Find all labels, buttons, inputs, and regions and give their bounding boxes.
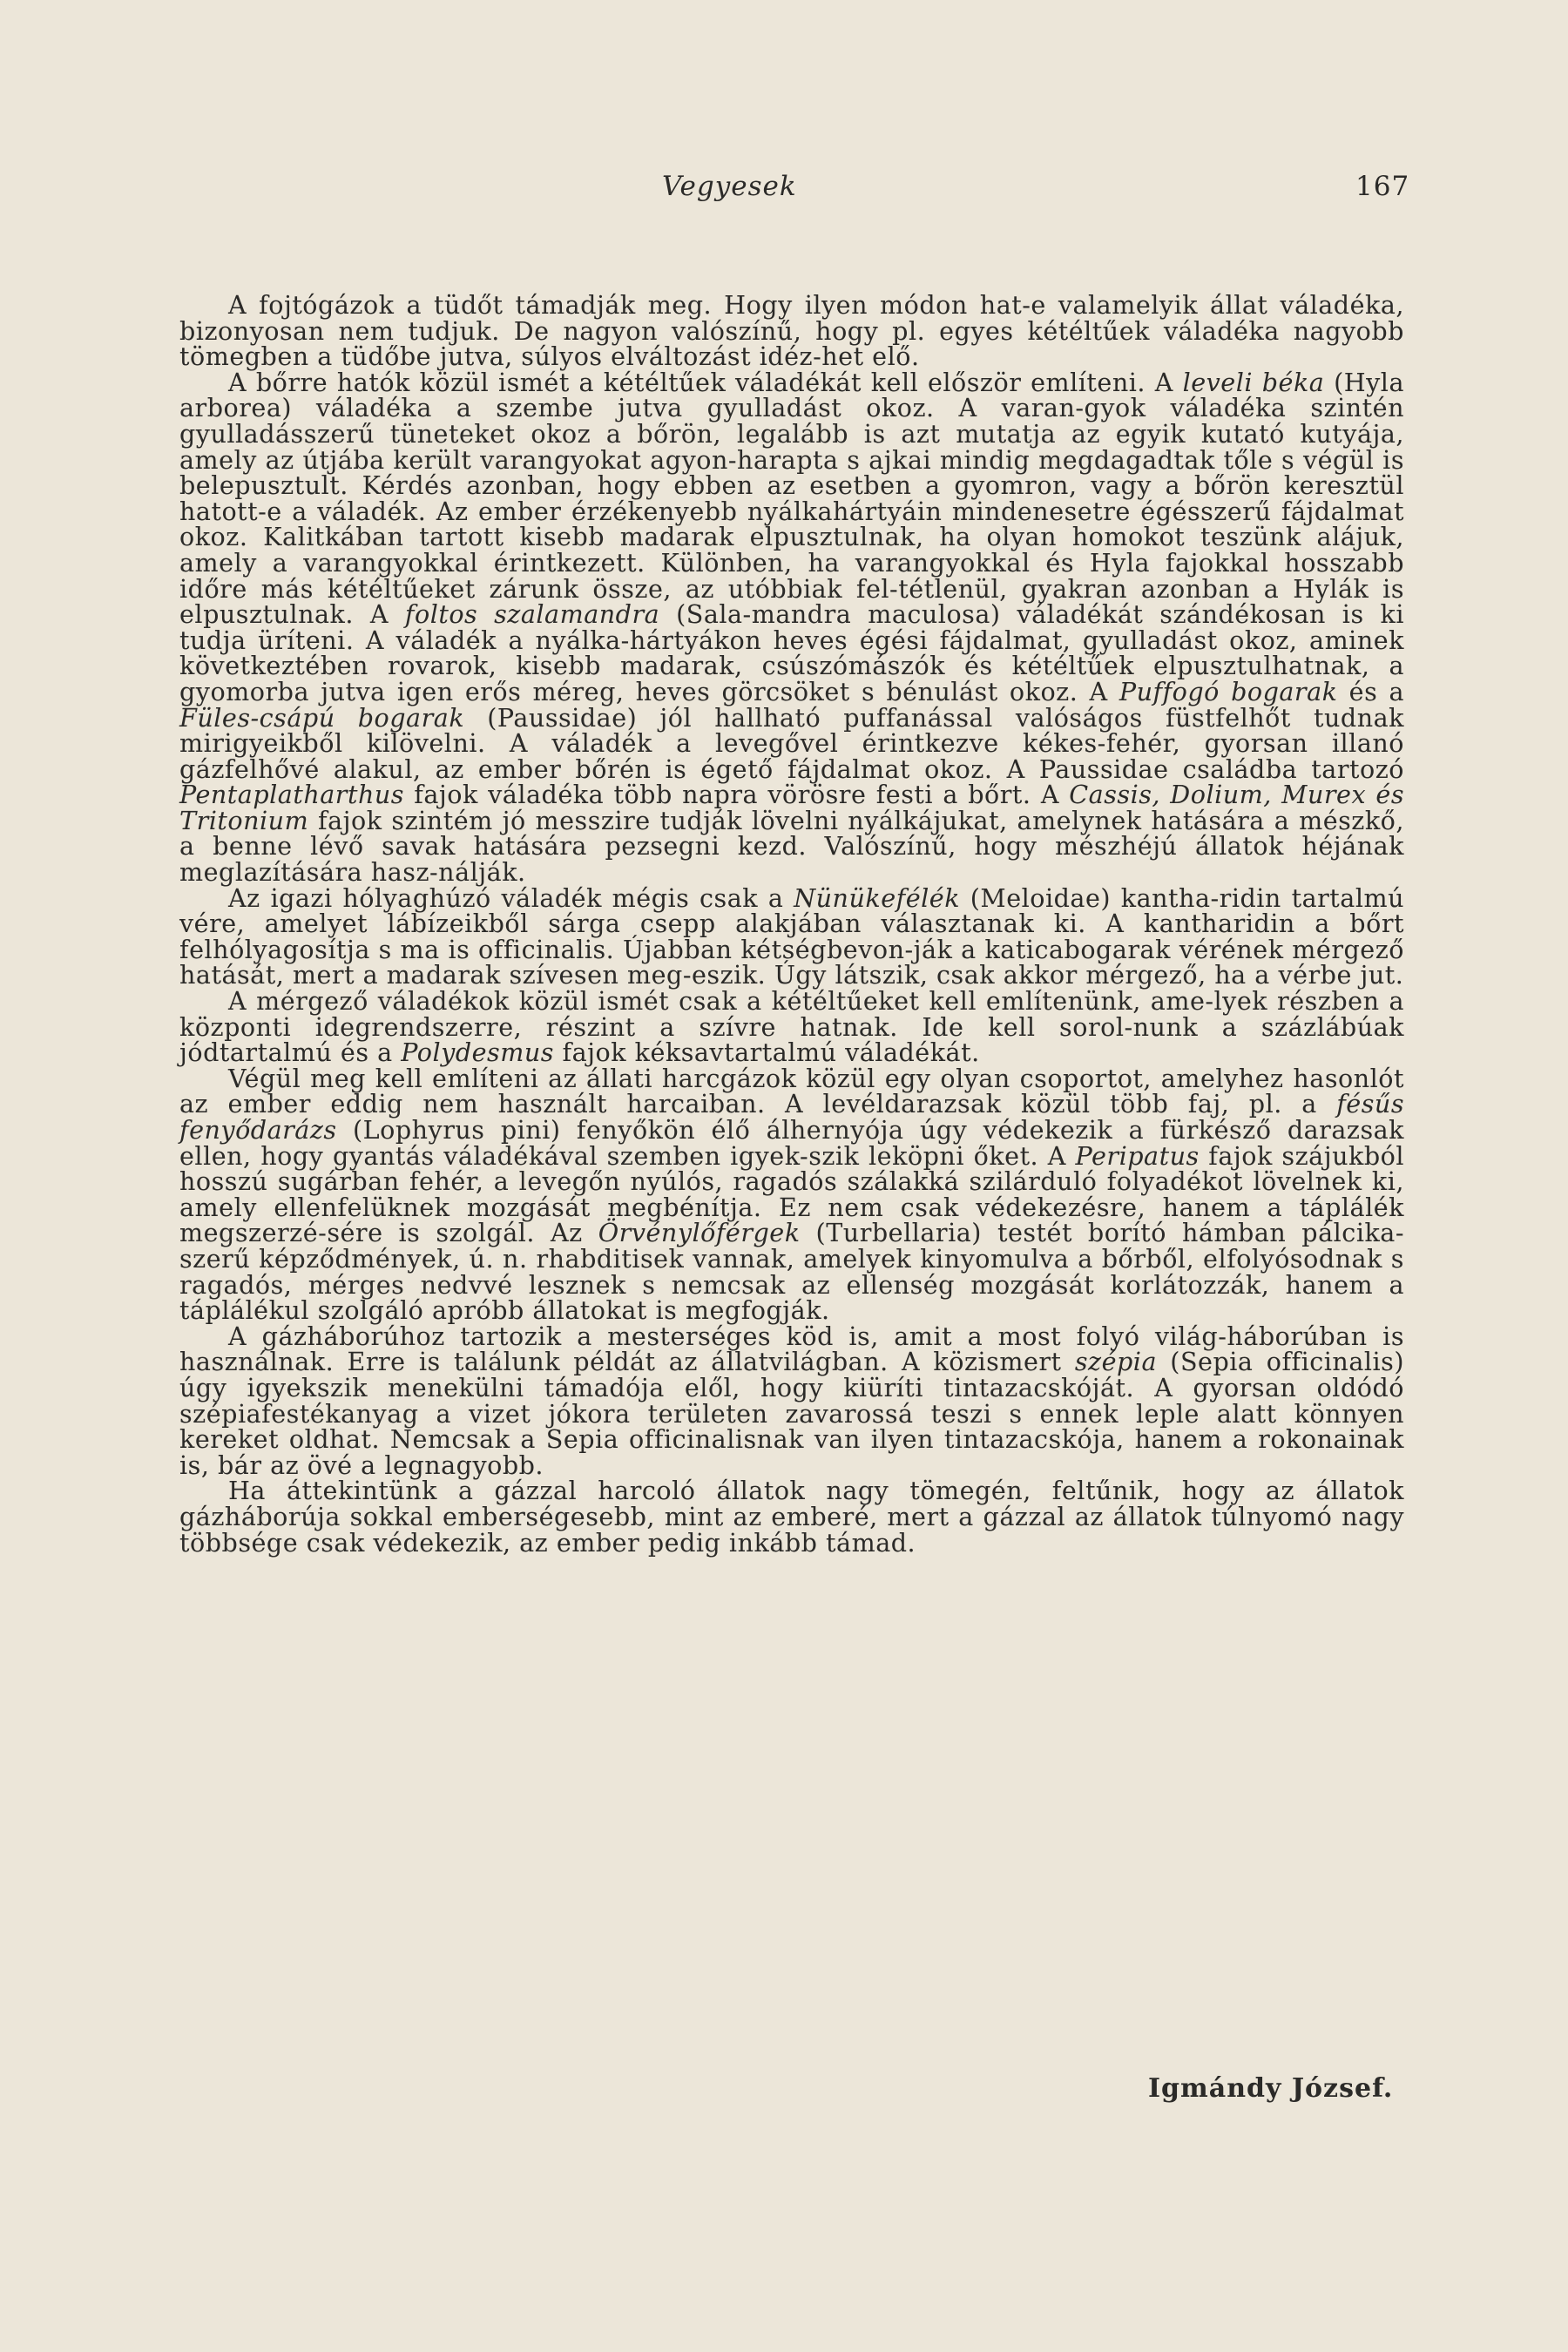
running-head <box>0 171 1568 206</box>
text-run: Végül meg kell említeni az állati harcgázok közül egy olyan csoportot, amelyhez hasonlót az ember eddig nem használt harcaiban. A levéldarazsak közül több faj, pl. a <box>179 1063 1404 1119</box>
author-signature: Igmándy József. <box>1148 2073 1394 2104</box>
text-run: (Hyla arborea) váladéka a szembe jutva gyulladást okoz. A varan-gyok váladéka szintén gyulladásszerű tüneteket okoz a bőrön, legalább is azt mutatja az egyik kutató kutyája, amely az útjába került varangyokat agyon-harapta s ajkai mindig megdagadtak tőle s végül is belepusztult. Kérdés azonban, hogy ebben az esetben a gyomron, vagy a bőrön keresztül hatott-e a váladék. Az ember érzékenyebb nyálkahártyáin mindenesetre égésszerű fájdalmat okoz. Kalitkában tartott kisebb madarak elpusztulnak, ha olyan homokot teszünk alájuk, amely a varangyokkal érintkezett. Különben, ha varangyokkal és Hyla fajokkal hosszabb időre más kétéltűeket zárunk össze, az utóbbiak fel-tétlenül, gyakran azonban a Hylák is elpusztulnak. A <box>179 367 1405 630</box>
text-run: fajok szintém jó messzire tudják lövelni nyálkájukat, amelynek hatására a mészkő, a benne lévő savak hatására pezsegni kezd. Valószínű, hogy mészhéjú állatok héjának meglazítására hasz-nálják. <box>179 805 1404 888</box>
italic-term: Cassis, Dolium, Murex és Tritonium <box>179 780 1404 835</box>
italic-term: Puffogó bogarak <box>1119 676 1338 706</box>
italic-term: Peripatus <box>1075 1140 1200 1171</box>
text-run: fajok kéksavtartalmú váladékát. <box>553 1037 980 1068</box>
text-run: Ha áttekintünk a gázzal harcoló állatok nagy tömegén, feltűnik, hogy az állatok gázháborúja sokkal emberségesebb, mint az emberé, mert a gázzal az állatok túlnyomó nagy többsége csak védekezik, az ember pedig inkább támad. <box>179 1476 1404 1558</box>
paragraph <box>179 367 1405 888</box>
paragraph <box>179 1478 1404 1556</box>
text-run: (Turbellaria) testét borító hámban pálcika-szerű képződmények, ú. n. rhabditisek vannak, amelyek kinyomulva a bőrből, elfolyósodnak s ragadós, mérges nedvvé lesznek s nemcsak az ellenség mozgását korlátozzák, hanem a táplálékul szolgáló apróbb állatokat is megfogják. <box>179 1218 1405 1326</box>
text-run: A bőrre hatók közül ismét a kétéltűek váladékát kell először említeni. A <box>228 367 1183 397</box>
italic-term: Örvénylőférgek <box>598 1218 801 1248</box>
text-run: A fojtógázok a tüdőt támadják meg. Hogy ilyen módon hat-e valamelyik állat váladéka, bizonyosan nem tudjuk. De nagyon valószínű, hogy pl. egyes kétéltűek váladéka nagyobb tömegben a tüdőbe jutva, súlyos elváltozást idéz-het elő. <box>179 290 1404 372</box>
running-title: Vegyesek <box>662 171 797 202</box>
paragraph <box>179 1321 1405 1480</box>
text-run: Az igazi hólyaghúzó váladék mégis csak a <box>228 882 794 913</box>
text-run: (Meloidae) kantha-ridin tartalmú vére, amelyet lábízeikből sárga csepp alakjában választanak ki. A kantharidin a bőrt felhólyagosítja s ma is officinalis. Újabban kétségbevon-ják a katicabogarak vérének mérgező hatását, mert a madarak szívesen meg-eszik. Úgy látszik, csak akkor mérgező, ha a vérbe jut. <box>179 882 1404 990</box>
text-run: A mérgező váladékok közül ismét csak a kétéltűeket kell említenünk, ame-lyek részben a központi idegrendszerre, részint a szívre hatnak. Ide kell sorol-nunk a százlábúak jódtartalmú és a <box>179 986 1404 1068</box>
text-run: (Lophyrus pini) fenyőkön élő álhernyója úgy védekezik a fürkésző darazsak ellen, hogy gyantás váladékával szemben igyek-szik leköpni őket. A <box>179 1115 1404 1171</box>
text-run: fajok szájukból hosszú sugárban fehér, a levegőn nyúlós, ragadós szálakká szilárduló folyadékot lövelnek ki, amely ellenfelüknek mozgását megbénítja. Ez nem csak védekezésre, hanem a táplálék megszerzé-sére is szolgál. Az <box>179 1140 1404 1248</box>
text-run: A gázháborúhoz tartozik a mesterséges köd is, amit a most folyó világ-háborúban is használnak. Erre is találunk példát az állatvilágban. A közismert <box>179 1321 1404 1377</box>
article-body <box>179 290 1405 1558</box>
italic-term: fésűs fenyődarázs <box>179 1089 1404 1145</box>
italic-term: foltos szalamandra <box>404 599 660 630</box>
paragraph <box>179 1063 1405 1326</box>
text-run: (Paussidae) jól hallható puffanással valóságos füstfelhőt tudnak mirigyeikből kilövelni. A váladék a levegővel érintkezve kékes-fehér, gyorsan illanó gázfelhővé alakul, az ember bőrén is égető fájdalmat okoz. A Paussidae családba tartozó <box>179 702 1404 784</box>
paragraph <box>179 290 1404 372</box>
text-run: fajok váladéka több napra vörösre festi a bőrt. A <box>403 780 1070 810</box>
italic-term: Polydesmus <box>401 1037 554 1068</box>
paragraph <box>179 882 1404 990</box>
text-run: (Sala-mandra maculosa) váladékát szándékosan is ki tudja üríteni. A váladék a nyálka-hártyákon heves égési fájdalmat, gyulladást okoz, aminek következtében rovarok, kisebb madarak, csúszómászók és kétéltűek elpusztulhatnak, a gyomorba jutva igen erős méreg, heves görcsöket s bénulást okoz. A <box>179 599 1404 706</box>
italic-term: Pentaplatharthus <box>179 780 404 810</box>
italic-term: leveli béka <box>1182 367 1325 397</box>
italic-term: Füles-csápú bogarak <box>179 702 465 733</box>
italic-term: Nünükefélék <box>794 882 961 913</box>
text-run: és a <box>1337 676 1404 706</box>
paragraph <box>179 986 1404 1068</box>
italic-term: szépia <box>1074 1347 1158 1377</box>
text-run: (Sepia officinalis) úgy igyekszik menekülni támadója elől, hogy kiüríti tintazacskóját. A gyorsan oldódó szépiafestékanyag a vizet jókora területen zavarossá teszi s ennek leple alatt könnyen kereket oldhat. Nemcsak a Sepia officinalisnak van ilyen tintazacskója, hanem a rokonainak is, bár az övé a legnagyobb. <box>179 1347 1405 1480</box>
page-number: 167 <box>1355 171 1410 202</box>
